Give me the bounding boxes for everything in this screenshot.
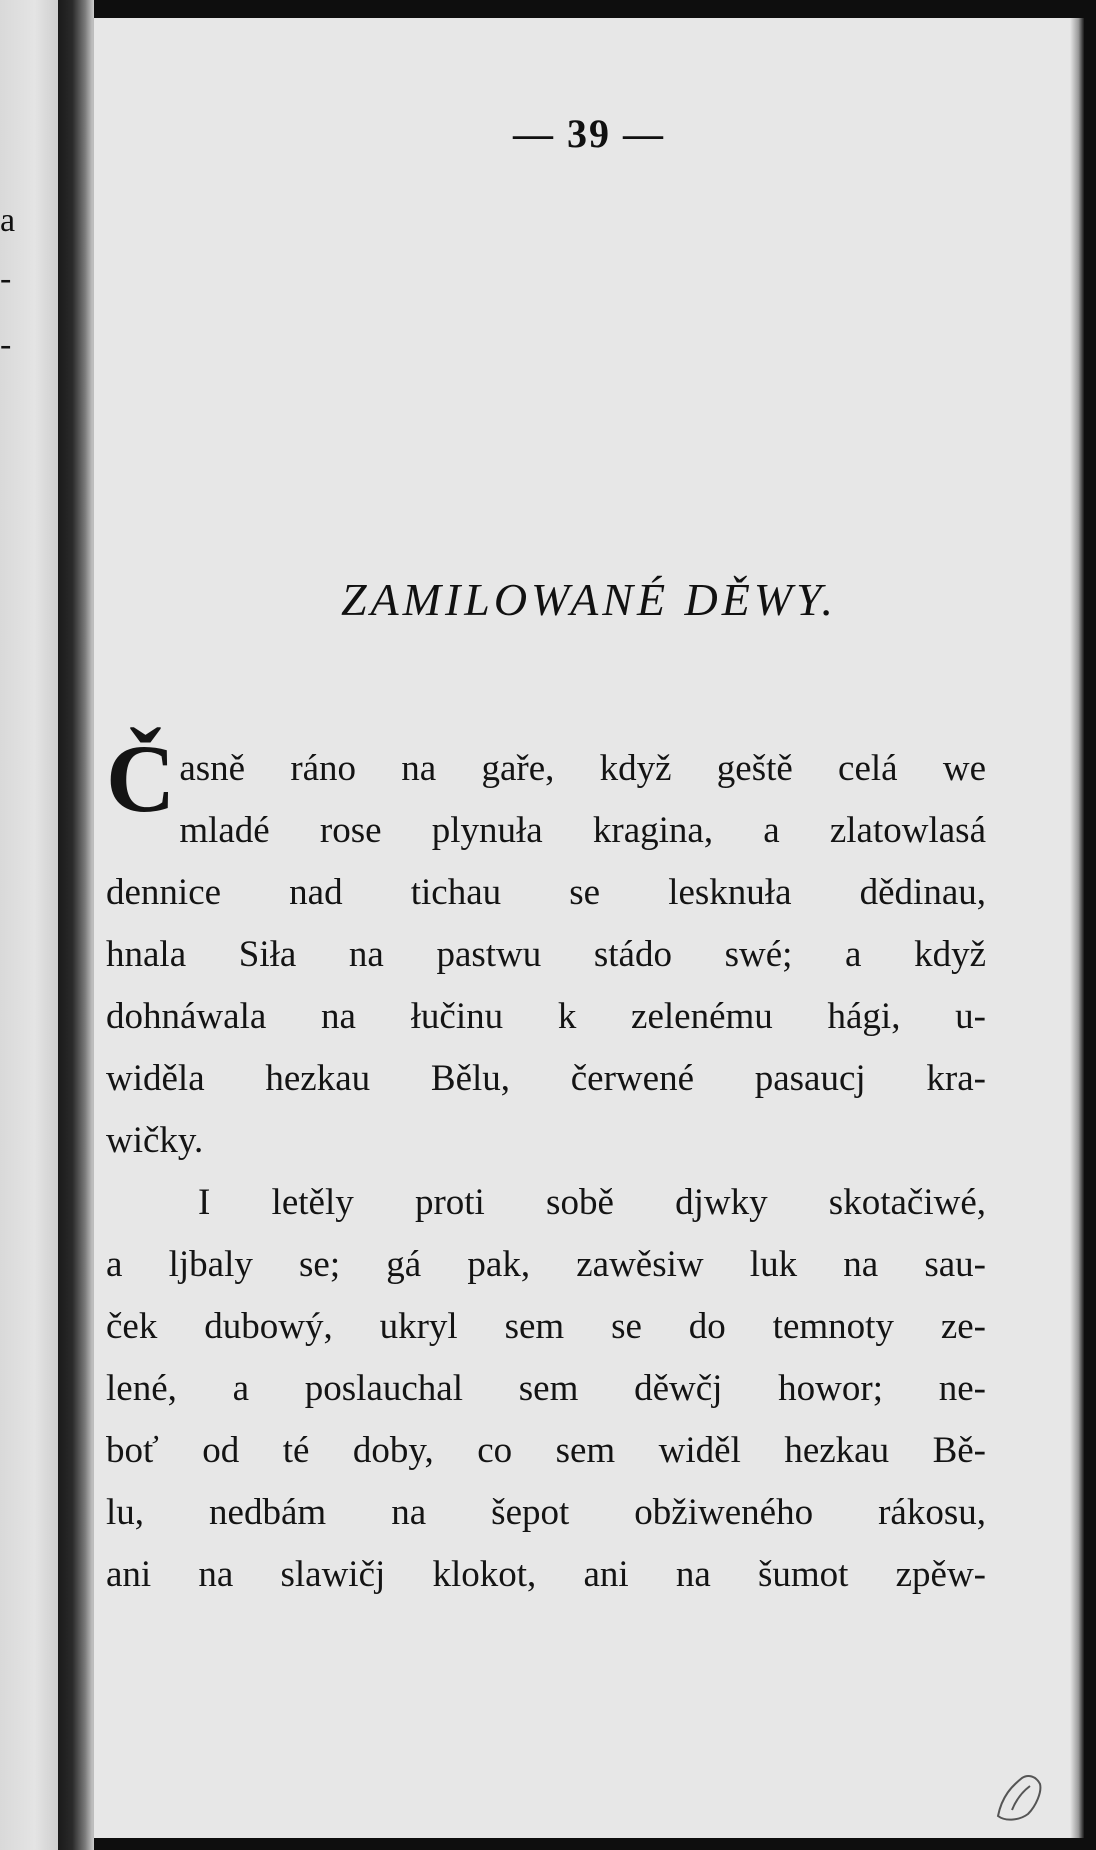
text-line: mladé rose plynuła kragina, a zlatowlasá [179,810,986,851]
text-line: dennice nad tichau se lesknuła dědinau, [106,872,986,913]
text-line: dohnáwala na łučinu k zelenému hági, u- [106,996,986,1037]
page-right-edge [1070,18,1084,1838]
library-stamp-icon [992,1766,1048,1824]
chapter-title: ZAMILOWANÉ DĚWY. [340,574,838,625]
text-line: hnala Siła na pastwu stádo swé; a když [106,934,986,975]
text-line: wičky. [106,1120,204,1161]
text-line: boť od té doby, co sem widěl hezkau Bě- [106,1430,986,1471]
page-number: — 39 — [513,111,665,156]
text-line: I letěly proti sobě djwky skotačiwé, [198,1182,986,1223]
book-page [92,18,1084,1838]
drop-cap: Č [106,725,176,832]
text-line: ček dubowý, ukryl sem se do temnoty ze- [106,1306,986,1347]
text-line: ani na slawičj klokot, ani na šumot zpěw- [106,1554,986,1595]
previous-page-fragment: a [0,202,16,239]
text-line: a ljbaly se; gá pak, zawěsiw luk na sau- [106,1244,986,1285]
text-line: asně ráno na gaře, když geště celá we [179,748,986,789]
previous-page-fragment: - [0,326,12,363]
text-line: lu, nedbám na šepot obžiweného rákosu, [106,1492,986,1533]
previous-page-edge [0,0,58,1850]
previous-page-fragment: - [0,260,12,297]
text-line: widěla hezkau Bělu, čerwené pasaucj kra- [106,1058,986,1099]
book-gutter [58,0,94,1850]
text-line: lené, a poslauchal sem děwčj howor; ne- [106,1368,986,1409]
body-text [106,725,986,1606]
